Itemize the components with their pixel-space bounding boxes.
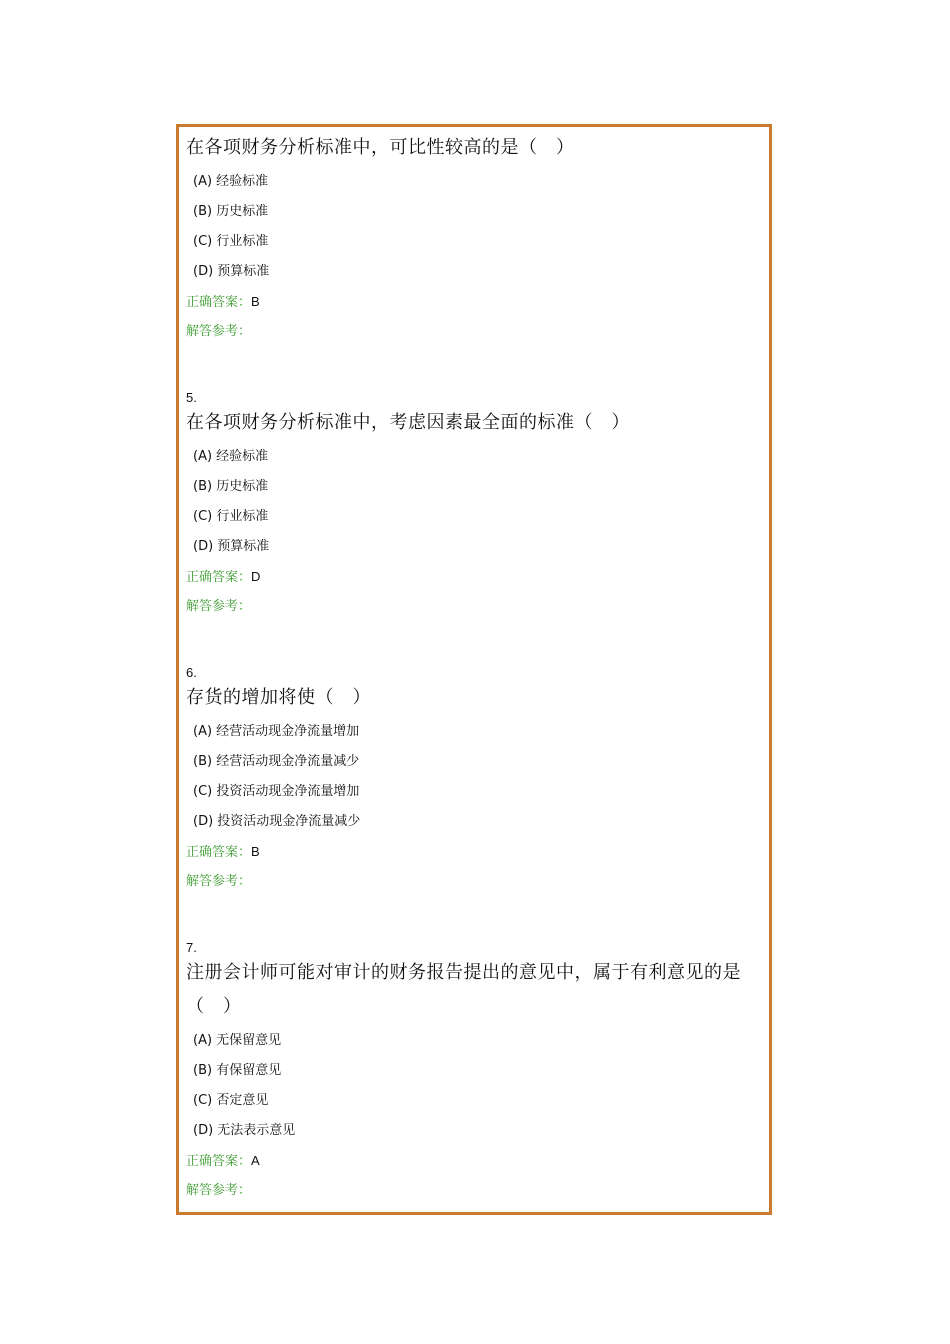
answer-label: 正确答案： [186, 845, 252, 860]
reference-label: 解答参考： [186, 874, 252, 889]
option-d: (D) 无法表示意见 [193, 1123, 296, 1138]
question-block [186, 131, 771, 347]
answer-label: 正确答案： [186, 1154, 252, 1169]
option-b: (B) 有保留意见 [193, 1063, 282, 1078]
option-a: (A) 经验标准 [193, 449, 269, 464]
reference-label: 解答参考： [186, 324, 252, 339]
option-b: (B) 经营活动现金净流量减少 [193, 754, 360, 769]
option-c: (C) 投资活动现金净流量增加 [193, 784, 360, 799]
option-d: (D) 预算标准 [193, 539, 270, 554]
question-number: 7. [186, 940, 197, 955]
option-c: (C) 否定意见 [193, 1093, 269, 1108]
question-text: 注册会计师可能对审计的财务报告提出的意见中，属于有利意见的是（ ） [186, 962, 741, 1017]
answer-value: B [251, 294, 260, 309]
correct-answer [186, 562, 771, 592]
question-text: 存货的增加将使（ ） [186, 687, 371, 708]
option-a: (A) 经验标准 [193, 174, 269, 189]
reference-label: 解答参考： [186, 1183, 252, 1198]
question-number: 5. [186, 390, 197, 405]
answer-label: 正确答案： [186, 570, 252, 585]
reference-label: 解答参考： [186, 599, 252, 614]
option-b: (B) 历史标准 [193, 204, 269, 219]
correct-answer [186, 1146, 771, 1176]
answer-value: A [251, 1153, 260, 1168]
correct-answer [186, 287, 771, 317]
option-d: (D) 投资活动现金净流量减少 [193, 814, 361, 829]
option-a: (A) 无保留意见 [193, 1033, 282, 1048]
question-block [186, 940, 771, 1206]
option-c: (C) 行业标准 [193, 509, 269, 524]
question-block [186, 665, 771, 897]
question-text: 在各项财务分析标准中，考虑因素最全面的标准（ ） [186, 412, 630, 433]
question-frame [176, 124, 772, 1215]
answer-value: B [251, 844, 260, 859]
question-block [186, 390, 771, 622]
answer-value: D [251, 569, 261, 584]
question-text: 在各项财务分析标准中，可比性较高的是（ ） [186, 137, 575, 158]
correct-answer [186, 837, 771, 867]
option-a: (A) 经营活动现金净流量增加 [193, 724, 360, 739]
question-number: 6. [186, 665, 197, 680]
answer-label: 正确答案： [186, 295, 252, 310]
option-d: (D) 预算标准 [193, 264, 270, 279]
option-b: (B) 历史标准 [193, 479, 269, 494]
option-c: (C) 行业标准 [193, 234, 269, 249]
